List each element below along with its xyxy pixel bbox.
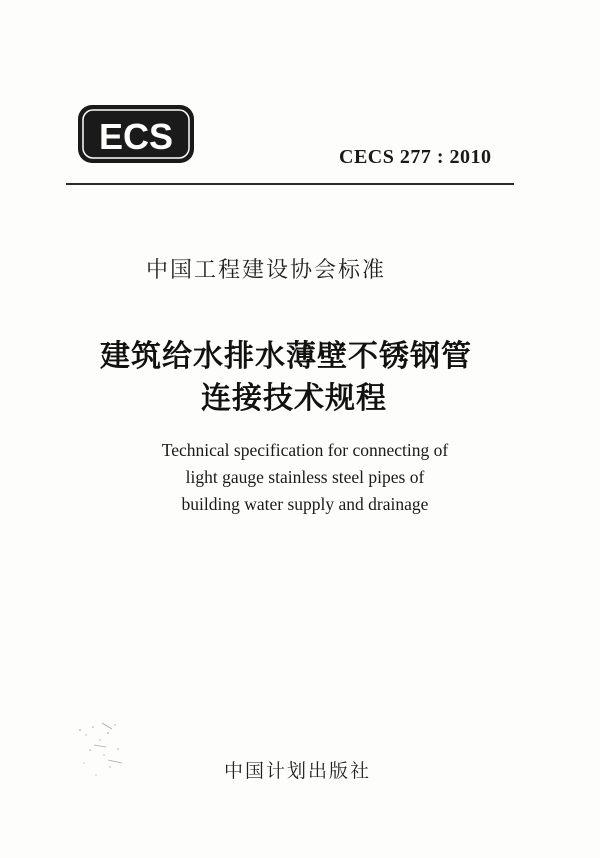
publisher-name: 中国计划出版社 bbox=[224, 760, 372, 782]
english-title-line: building water supply and drainage bbox=[181, 494, 429, 514]
standard-code: CECS 277 : 2010 bbox=[339, 146, 492, 168]
document-title-line-1: 建筑给水排水薄壁不锈钢管 bbox=[100, 339, 472, 374]
scan-noise-marks bbox=[60, 705, 140, 795]
organization-title: 中国工程建设协会标准 bbox=[146, 258, 387, 283]
english-title bbox=[140, 437, 470, 518]
english-title-line: light gauge stainless steel pipes of bbox=[185, 467, 425, 487]
document-title-line-2: 连接技术规程 bbox=[201, 381, 387, 416]
english-title-line: Technical specification for connecting of bbox=[161, 440, 449, 460]
logo-text: ECS bbox=[98, 116, 174, 157]
header-divider bbox=[66, 183, 514, 185]
ecs-logo bbox=[76, 103, 196, 165]
